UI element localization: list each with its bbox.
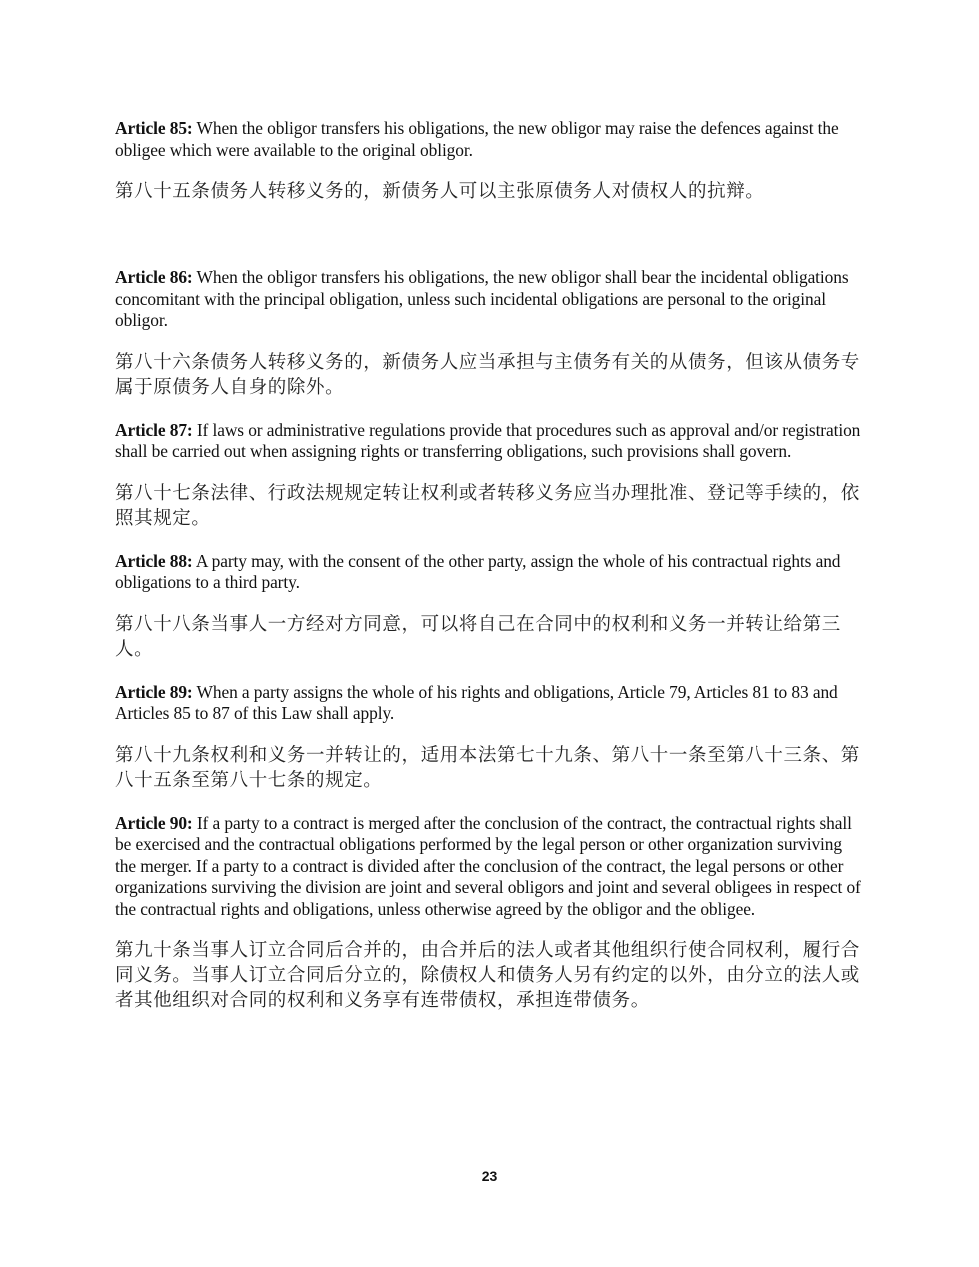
article-89-label: Article 89: <box>115 681 193 702</box>
article-85-chinese: 第八十五条债务人转移义务的，新债务人可以主张原债务人对债权人的抗辩。 <box>115 181 765 202</box>
article-85 <box>115 118 867 204</box>
section-spacer <box>115 204 867 267</box>
section-spacer <box>115 400 867 420</box>
article-88-chinese: 第八十八条当事人一方经对方同意，可以将自己在合同中的权利和义务一并转让给第三人。 <box>115 613 841 660</box>
article-86-label: Article 86: <box>115 267 193 287</box>
article-89-english <box>115 682 867 725</box>
article-89 <box>115 682 867 793</box>
section-spacer <box>115 531 867 551</box>
article-87 <box>115 420 867 531</box>
article-85-english-text: When the obligor transfers his obligations, the new obligor may raise the defences against the obligee which were available to the original obligor. <box>115 118 839 160</box>
section-spacer <box>115 662 867 682</box>
article-86-english <box>115 267 867 332</box>
article-88-label: Article 88: <box>115 550 193 571</box>
article-90-chinese: 第九十条当事人订立合同后合并的，由合并后的法人或者其他组织行使合同权利，履行合同义务。当事人订立合同后分立的，除债权人和债务人另有约定的以外，由分立的法人或者其他组织对合同的权利和义务享有连带债权，承担连带债务。 <box>115 940 860 1011</box>
article-86-chinese: 第八十六条债务人转移义务的，新债务人应当承担与主债务有关的从债务，但该从债务专属于原债务人自身的除外。 <box>115 351 860 398</box>
article-85-english <box>115 118 867 161</box>
article-87-english-text: If laws or administrative regulations provide that procedures such as approval and/or registration shall be carried out when assigning rights or transferring obligations, such provisions shall govern. <box>115 419 861 461</box>
page-content <box>115 118 867 1013</box>
section-spacer <box>115 793 867 813</box>
article-90-english-text: If a party to a contract is merged after the conclusion of the contract, the contractual rights shall be exercised and the contractual obligations performed by the legal person or other organization surviving the merger. If a party to a contract is divided after the conclusion of the contract, the legal persons or other organizations surviving the division are joint and several obligors and joint and several obligees in respect of the contractual rights and obligations, unless otherwise agreed by the obligor and the obligee. <box>115 812 861 919</box>
page-number: 23 <box>481 1168 498 1184</box>
article-89-english-text: When a party assigns the whole of his rights and obligations, Article 79, Articles 81 to 83 and Articles 85 to 87 of this Law shall apply. <box>115 681 838 723</box>
article-86-english-text: When the obligor transfers his obligations, the new obligor shall bear the incidental obligations concomitant with the principal obligation, unless such incidental obligations are personal to the original obligor. <box>115 267 849 330</box>
article-87-chinese: 第八十七条法律、行政法规规定转让权利或者转移义务应当办理批准、登记等手续的，依照其规定。 <box>115 482 860 529</box>
article-89-chinese: 第八十九条权利和义务一并转让的，适用本法第七十九条、第八十一条至第八十三条、第八十五条至第八十七条的规定。 <box>115 744 860 791</box>
article-88 <box>115 551 867 662</box>
article-90-english <box>115 813 867 921</box>
article-88-english <box>115 551 867 594</box>
article-88-english-text: A party may, with the consent of the other party, assign the whole of his contractual rights and obligations to a third party. <box>115 550 841 592</box>
article-87-english <box>115 420 867 463</box>
article-90 <box>115 813 867 1014</box>
article-86 <box>115 267 867 400</box>
article-85-label: Article 85: <box>115 118 193 138</box>
article-87-label: Article 87: <box>115 419 193 440</box>
article-90-label: Article 90: <box>115 812 193 833</box>
